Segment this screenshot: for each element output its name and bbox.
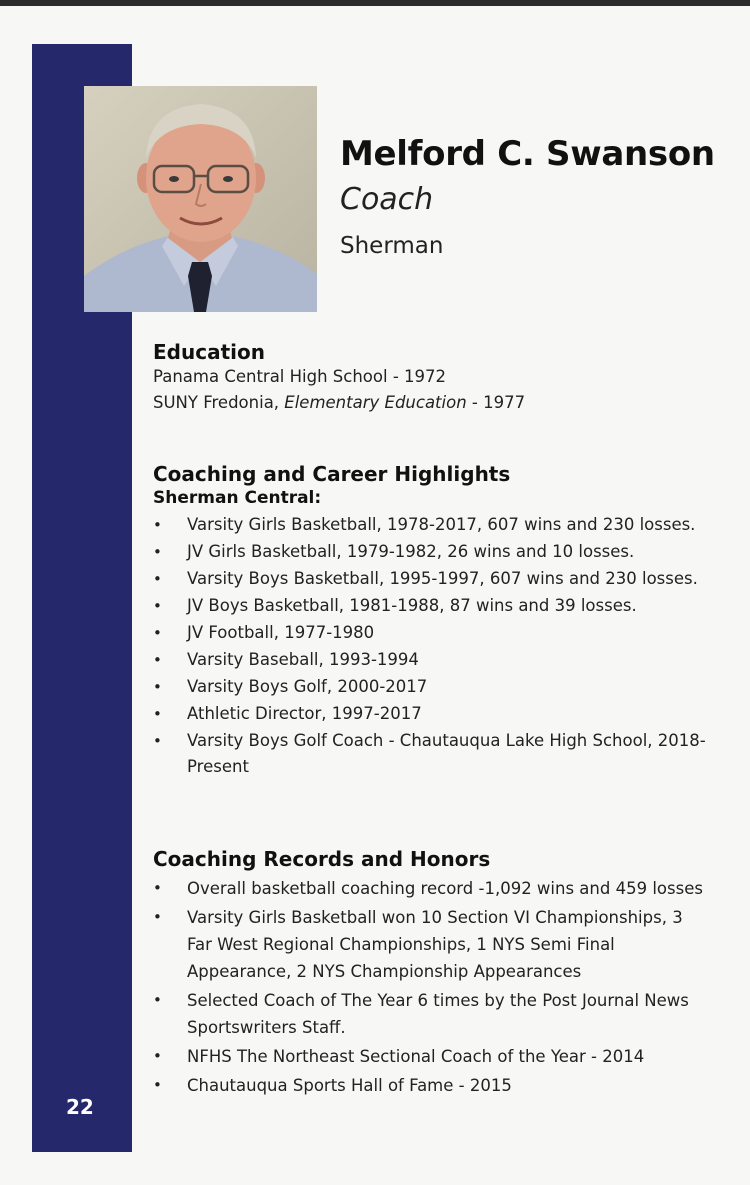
education-line-2-prefix: SUNY Fredonia, [153, 393, 285, 412]
list-item: • JV Football, 1977-1980 [153, 620, 710, 646]
education-line-2 [153, 390, 710, 416]
highlights-subheading: Sherman Central: [153, 488, 322, 508]
education-heading: Education [153, 340, 265, 364]
list-item: • Varsity Boys Golf, 2000-2017 [153, 674, 710, 700]
list-item: • Varsity Girls Basketball won 10 Section VI Championships, 3 Far West Regional Championships, 1 NYS Semi Final Appearance, 2 NYS Championship Appearances [153, 904, 710, 985]
education-line-2-suffix: - 1977 [466, 393, 526, 412]
records-list [153, 875, 710, 1099]
list-item: • Chautauqua Sports Hall of Fame - 2015 [153, 1072, 710, 1099]
highlights-heading: Coaching and Career Highlights [153, 462, 511, 486]
list-item: • JV Boys Basketball, 1981-1988, 87 wins and 39 losses. [153, 593, 710, 619]
list-item: • JV Girls Basketball, 1979-1982, 26 wins and 10 losses. [153, 539, 710, 565]
page-number: 22 [66, 1095, 94, 1119]
portrait-photo [84, 86, 317, 312]
list-item: • Selected Coach of The Year 6 times by the Post Journal News Sportswriters Staff. [153, 987, 710, 1041]
education-section [153, 340, 710, 416]
list-item: • Varsity Baseball, 1993-1994 [153, 647, 710, 673]
education-line-1: Panama Central High School - 1972 [153, 367, 447, 386]
person-name: Melford C. Swanson [340, 134, 715, 174]
person-role: Coach [340, 182, 434, 217]
highlights-list [153, 512, 710, 780]
person-school: Sherman [340, 233, 444, 259]
records-section [153, 847, 710, 1099]
list-item: • Varsity Boys Golf Coach - Chautauqua Lake High School, 2018-Present [153, 728, 710, 780]
list-item: • Athletic Director, 1997-2017 [153, 701, 710, 727]
page-top-edge [0, 0, 750, 6]
highlights-section [153, 462, 710, 780]
education-line-2-major: Elementary Education [284, 393, 467, 412]
list-item: • Varsity Boys Basketball, 1995-1997, 607 wins and 230 losses. [153, 566, 710, 592]
list-item: • Overall basketball coaching record -1,092 wins and 459 losses [153, 875, 710, 902]
list-item: • NFHS The Northeast Sectional Coach of the Year - 2014 [153, 1043, 710, 1070]
records-heading: Coaching Records and Honors [153, 847, 491, 871]
list-item: • Varsity Girls Basketball, 1978-2017, 607 wins and 230 losses. [153, 512, 710, 538]
